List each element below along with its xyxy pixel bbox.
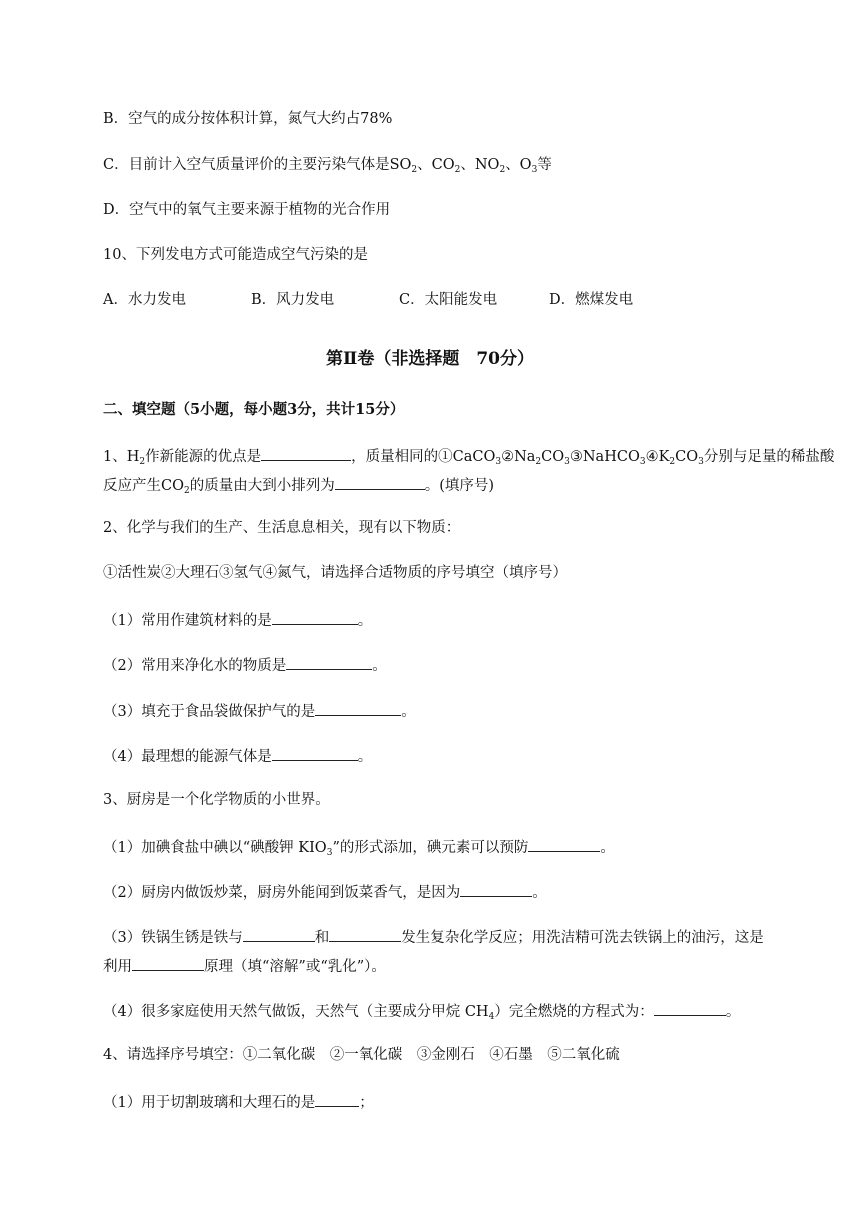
fill3-item-2: （2）厨房内做饭炒菜，厨房外能闻到饭菜香气，是因为 。	[103, 881, 547, 903]
answer-blank[interactable]	[315, 700, 401, 716]
q10-option-b: B．风力发电	[251, 292, 335, 308]
fill2-item-2: （2）常用来净化水的物质是 。	[103, 654, 387, 676]
answer-blank[interactable]	[243, 926, 315, 942]
answer-blank[interactable]	[272, 609, 358, 625]
section2-heading: 二、填空题（5小题，每小题3分，共计15分）	[103, 401, 405, 418]
answer-blank[interactable]	[261, 445, 351, 461]
fill2-stem: 2、化学与我们的生产、生活息息相关，现有以下物质：	[103, 520, 461, 536]
answer-blank[interactable]	[315, 1091, 359, 1107]
fill2-item-1: （1）常用作建筑材料的是 。	[103, 609, 372, 631]
q9-option-c: C．目前计入空气质量评价的主要污染气体是$SO_2$、$CO_2$、$NO_2$、$O_3$等	[103, 157, 552, 175]
fill4-item-1: （1）用于切割玻璃和大理石的是 ；	[103, 1091, 374, 1113]
fill3-item-1: （1）加碘食盐中碘以“碘酸钾 $KIO_3$”的形式添加，碘元素可以预防 。	[103, 836, 615, 863]
fill2-item-4: （4）最理想的能源气体是 。	[103, 745, 372, 767]
answer-blank[interactable]	[654, 1000, 726, 1016]
q10-option-a: A．水力发电	[103, 292, 186, 308]
q10-stem: 10、下列发电方式可能造成空气污染的是	[103, 247, 368, 263]
answer-blank[interactable]	[272, 745, 358, 761]
fill1-line2: 反应产生$CO_2$的质量由大到小排列为 。(填序号)	[103, 474, 494, 501]
q9-option-d: D．空气中的氧气主要来源于植物的光合作用	[103, 202, 391, 218]
fill3-item-3-line1: （3）铁锅生锈是铁与 和 发生复杂化学反应；用洗洁精可洗去铁锅上的油污，这是	[103, 926, 764, 948]
fill3-stem: 3、厨房是一个化学物质的小世界。	[103, 792, 330, 808]
answer-blank[interactable]	[132, 955, 204, 971]
q10-option-d: D．燃煤发电	[549, 292, 634, 308]
answer-blank[interactable]	[286, 654, 372, 670]
fill1-line1: 1、$H_2$作新能源的优点是 ，质量相同的$①CaCO_3②Na_2CO_3③NaHCO_3④K_2CO_3$分别与足量的稀盐酸	[103, 445, 834, 472]
answer-blank[interactable]	[528, 836, 600, 852]
q10-option-c: C．太阳能发电	[399, 292, 498, 308]
fill2-materials: ①活性炭②大理石③氢气④氮气，请选择合适物质的序号填空（填序号）	[103, 565, 567, 581]
answer-blank[interactable]	[329, 926, 401, 942]
part2-title: 第Ⅱ卷（非选择题 70分）	[326, 349, 534, 369]
q10-options	[103, 290, 633, 310]
answer-blank[interactable]	[460, 881, 532, 897]
fill3-item-3-line2: 利用 原理（填“溶解”或“乳化”）。	[103, 955, 386, 977]
answer-blank[interactable]	[335, 474, 425, 490]
fill3-item-4: （4）很多家庭使用天然气做饭，天然气（主要成分甲烷 $CH_4$）完全燃烧的方程式为： 。	[103, 1000, 740, 1027]
q9-option-b: B．空气的成分按体积计算，氮气大约占78%	[103, 111, 393, 127]
fill2-item-3: （3）填充于食品袋做保护气的是 。	[103, 700, 416, 722]
fill4-stem: 4、请选择序号填空：①二氧化碳 ②一氧化碳 ③金刚石 ④石墨 ⑤二氧化硫	[103, 1047, 620, 1063]
